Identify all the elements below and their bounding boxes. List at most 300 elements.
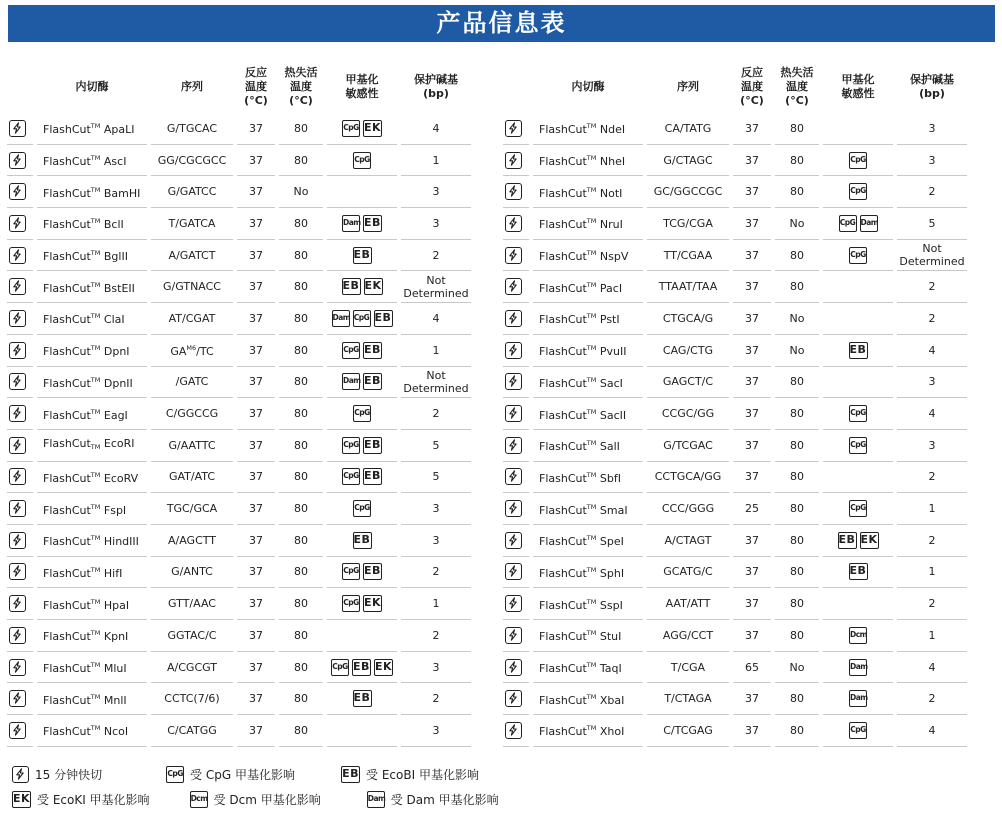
enzyme-sequence: A/CTAGT [647,525,729,557]
protection-bases: 2 [401,620,471,652]
table-row [7,430,471,462]
enzyme-sequence: TGC/GCA [151,493,233,525]
table-row [503,620,967,652]
methylation-sensitivity [823,430,893,462]
methylation-sensitivity [327,303,397,335]
lightning-bolt-icon [505,722,522,739]
protection-bases: 1 [401,335,471,367]
protection-bases: 3 [897,367,967,399]
enzyme-name: FlashCut™ NruI [533,208,643,240]
heat-inactivation-temp: 80 [775,525,819,557]
cpg-badge-icon: CpG [849,405,867,422]
enzyme-sequence: /GATC [151,367,233,399]
reaction-temp: 37 [237,176,275,208]
ek-badge-icon: EK [12,791,31,808]
protection-bases: Not Determined [401,271,471,303]
enzyme-sequence: GCATG/C [647,557,729,589]
enzyme-name: FlashCut™ BamHI [37,176,147,208]
enzyme-sequence: AGG/CCT [647,620,729,652]
lightning-bolt-icon [9,595,26,612]
enzyme-name: FlashCut™ SalI [533,430,643,462]
lightning-bolt-icon [9,120,26,137]
cpg-badge-icon: CpG [342,468,360,485]
eb-badge-icon: EB [849,563,868,580]
enzyme-table-left [3,61,475,747]
enzyme-name: FlashCut™ PvuII [533,335,643,367]
reaction-temp: 37 [237,620,275,652]
enzyme-sequence: C/TCGAG [647,715,729,747]
methylation-sensitivity [327,715,397,747]
protection-bases: 5 [401,430,471,462]
protection-bases: Not Determined [897,240,967,272]
methylation-sensitivity [327,588,397,620]
table-row [503,367,967,399]
table-row [7,462,471,494]
cpg-badge-icon: CpG [342,120,360,137]
enzyme-name: FlashCut™ SbfI [533,462,643,494]
cpg-badge-icon: CpG [342,595,360,612]
enzyme-name: FlashCut™ DpnII [37,367,147,399]
ek-badge-icon: EK [860,532,879,549]
lightning-bolt-icon [505,215,522,232]
enzyme-sequence: $GA^{M6}/TC$ [151,335,233,367]
protection-bases: Not Determined [401,367,471,399]
enzyme-name: FlashCut™ DpnI [37,335,147,367]
lightning-bolt-icon [9,310,26,327]
protection-bases: 1 [897,493,967,525]
methylation-sensitivity [823,462,893,494]
enzyme-name: FlashCut™ BstEII [37,271,147,303]
table-row [503,208,967,240]
enzyme-name: FlashCut™ SpeI [533,525,643,557]
reaction-temp: 37 [733,557,771,589]
protection-bases: 3 [401,525,471,557]
enzyme-sequence: GTT/AAC [151,588,233,620]
protection-bases: 4 [401,113,471,145]
reaction-temp: 37 [237,525,275,557]
lightning-bolt-icon [9,722,26,739]
heat-inactivation-temp: 80 [775,620,819,652]
reaction-temp: 37 [733,588,771,620]
cpg-badge-icon: CpG [342,342,360,359]
enzyme-name: FlashCut™ NspV [533,240,643,272]
heat-inactivation-temp: No [775,303,819,335]
lightning-bolt-icon [9,247,26,264]
ek-badge-icon: EK [374,659,393,676]
protection-bases: 4 [897,715,967,747]
enzyme-sequence: G/TGCAC [151,113,233,145]
heat-inactivation-temp: 80 [279,462,323,494]
dam-badge-icon: Dam [849,690,867,707]
lightning-bolt-icon [9,342,26,359]
enzyme-sequence: CCTGCA/GG [647,462,729,494]
legend-bolt-text: 15 分钟快切 [35,768,103,782]
table-row [503,715,967,747]
eb-badge-icon: EB [363,215,382,232]
methylation-sensitivity [823,398,893,430]
enzyme-name: FlashCut™ BglII [37,240,147,272]
dcm-badge-icon: Dcm [190,791,208,808]
heat-inactivation-temp: No [775,652,819,684]
dcm-badge-icon: Dcm [849,627,867,644]
header-methylation: 甲基化 敏感性 [841,73,875,100]
heat-inactivation-temp: 80 [775,557,819,589]
methylation-sensitivity [823,176,893,208]
enzyme-sequence: CAG/CTG [647,335,729,367]
methylation-sensitivity [823,113,893,145]
ek-badge-icon: EK [363,595,382,612]
enzyme-name: FlashCut™ StuI [533,620,643,652]
table-row [7,335,471,367]
header-sequence: 序列 [677,80,699,93]
methylation-sensitivity [327,620,397,652]
table-row [503,335,967,367]
enzyme-sequence: A/AGCTT [151,525,233,557]
lightning-bolt-icon [505,373,522,390]
heat-inactivation-temp: 80 [775,113,819,145]
table-row [7,525,471,557]
reaction-temp: 37 [237,335,275,367]
methylation-sensitivity [823,208,893,240]
legend-dam-text: 受 Dam 甲基化影响 [390,793,499,807]
heat-inactivation-temp: 80 [775,145,819,177]
reaction-temp: 37 [237,493,275,525]
reaction-temp: 37 [733,335,771,367]
heat-inactivation-temp: 80 [279,557,323,589]
enzyme-name: FlashCut™ NdeI [533,113,643,145]
methylation-sensitivity [327,462,397,494]
methylation-sensitivity [823,367,893,399]
table-row [503,303,967,335]
lightning-bolt-icon [9,215,26,232]
lightning-bolt-icon [505,500,522,517]
methylation-sensitivity [823,683,893,715]
lightning-bolt-icon [9,152,26,169]
table-row [503,683,967,715]
table-row [7,493,471,525]
protection-bases: 1 [401,588,471,620]
eb-badge-icon: EB [838,532,857,549]
header-heat-inactivation: 热失活 温度 (°C) [780,66,814,107]
lightning-bolt-icon [9,532,26,549]
lightning-bolt-icon [505,690,522,707]
cpg-badge-icon: CpG [353,405,371,422]
methylation-sensitivity [327,271,397,303]
lightning-bolt-icon [9,627,26,644]
eb-badge-icon: EB [374,310,393,327]
reaction-temp: 37 [733,113,771,145]
protection-bases: 2 [897,303,967,335]
methylation-sensitivity [823,493,893,525]
eb-badge-icon: EB [363,437,382,454]
eb-badge-icon: EB [353,247,372,264]
heat-inactivation-temp: No [775,208,819,240]
reaction-temp: 37 [237,683,275,715]
enzyme-name: FlashCut™ NotI [533,176,643,208]
methylation-sensitivity [327,113,397,145]
eb-badge-icon: EB [363,342,382,359]
heat-inactivation-temp: 80 [775,398,819,430]
enzyme-sequence: T/CGA [647,652,729,684]
protection-bases: 1 [897,557,967,589]
lightning-bolt-icon [505,468,522,485]
table-row [7,145,471,177]
methylation-sensitivity [823,715,893,747]
eb-badge-icon: EB [363,563,382,580]
reaction-temp: 37 [733,271,771,303]
enzyme-name: FlashCut™ ApaLI [37,113,147,145]
header-enzyme: 内切酶 [75,80,109,93]
methylation-sensitivity [327,367,397,399]
methylation-sensitivity [327,683,397,715]
enzyme-sequence: AAT/ATT [647,588,729,620]
enzyme-sequence: CCTC(7/6) [151,683,233,715]
heat-inactivation-temp: 80 [279,493,323,525]
enzyme-sequence: G/GTNACC [151,271,233,303]
table-row [503,113,967,145]
protection-bases: 1 [897,620,967,652]
lightning-bolt-icon [505,152,522,169]
reaction-temp: 37 [733,367,771,399]
reaction-temp: 37 [237,652,275,684]
table-row [7,240,471,272]
table-header [7,61,471,113]
table-row [7,113,471,145]
heat-inactivation-temp: 80 [279,335,323,367]
protection-bases: 3 [897,113,967,145]
enzyme-name: FlashCut™ PacI [533,271,643,303]
heat-inactivation-temp: 80 [279,303,323,335]
table-row [7,208,471,240]
enzyme-sequence: A/CGCGT [151,652,233,684]
table-row [503,398,967,430]
table-row [7,557,471,589]
protection-bases: 3 [401,493,471,525]
lightning-bolt-icon [9,373,26,390]
lightning-bolt-icon [505,278,522,295]
lightning-bolt-icon [9,500,26,517]
enzyme-sequence: TCG/CGA [647,208,729,240]
reaction-temp: 37 [237,430,275,462]
enzyme-sequence: GGTAC/C [151,620,233,652]
reaction-temp: 37 [237,208,275,240]
heat-inactivation-temp: 80 [279,113,323,145]
table-row [503,240,967,272]
enzyme-sequence: A/GATCT [151,240,233,272]
eb-badge-icon: EB [352,659,371,676]
enzyme-sequence: CCGC/GG [647,398,729,430]
table-row [503,271,967,303]
lightning-bolt-icon [9,183,26,200]
methylation-sensitivity [823,620,893,652]
table-row [503,145,967,177]
table-row [7,588,471,620]
enzyme-sequence: CCC/GGG [647,493,729,525]
cpg-badge-icon: CpG [849,247,867,264]
cpg-badge-icon: CpG [839,215,857,232]
dam-badge-icon: Dam [342,215,360,232]
reaction-temp: 37 [733,303,771,335]
heat-inactivation-temp: 80 [279,652,323,684]
enzyme-sequence: C/GGCCG [151,398,233,430]
legend-cpg-text: 受 CpG 甲基化影响 [190,768,296,782]
table-row [7,620,471,652]
table-row [7,652,471,684]
legend-eb-text: 受 EcoBI 甲基化影响 [366,768,479,782]
reaction-temp: 37 [733,620,771,652]
lightning-bolt-icon [505,342,522,359]
enzyme-name: FlashCut™ KpnI [37,620,147,652]
reaction-temp: 37 [733,462,771,494]
heat-inactivation-temp: 80 [279,430,323,462]
lightning-bolt-icon [505,405,522,422]
enzyme-name: FlashCut™ MnlI [37,683,147,715]
enzyme-name: FlashCut™ SacII [533,398,643,430]
heat-inactivation-temp: 80 [279,588,323,620]
heat-inactivation-temp: 80 [279,620,323,652]
table-row [503,557,967,589]
reaction-temp: 37 [733,240,771,272]
methylation-sensitivity [823,145,893,177]
eb-badge-icon: EB [342,278,361,295]
methylation-sensitivity [327,240,397,272]
lightning-bolt-icon [505,595,522,612]
reaction-temp: 37 [733,430,771,462]
cpg-badge-icon: CpG [849,183,867,200]
cpg-badge-icon: CpG [166,766,184,783]
ek-badge-icon: EK [363,120,382,137]
table-row [503,430,967,462]
heat-inactivation-temp: 80 [775,683,819,715]
lightning-bolt-icon [9,437,26,454]
cpg-badge-icon: CpG [849,437,867,454]
cpg-badge-icon: CpG [342,563,360,580]
enzyme-sequence: GG/CGCGCC [151,145,233,177]
protection-bases: 2 [401,240,471,272]
methylation-sensitivity [823,335,893,367]
heat-inactivation-temp: 80 [775,430,819,462]
heat-inactivation-temp: 80 [775,176,819,208]
reaction-temp: 37 [237,462,275,494]
enzyme-sequence: C/CATGG [151,715,233,747]
eb-badge-icon: EB [363,373,382,390]
protection-bases: 4 [897,335,967,367]
table-row [7,271,471,303]
reaction-temp: 37 [237,715,275,747]
eb-badge-icon: EB [363,468,382,485]
header-temp: 反应 温度 (°C) [244,66,268,107]
heat-inactivation-temp: 80 [279,715,323,747]
table-row [503,462,967,494]
enzyme-name: FlashCut™ ClaI [37,303,147,335]
enzyme-name: FlashCut™ AscI [37,145,147,177]
protection-bases: 3 [401,715,471,747]
enzyme-table-right [499,61,971,747]
reaction-temp: 37 [237,367,275,399]
enzyme-name: FlashCut™ HpaI [37,588,147,620]
enzyme-sequence: G/TCGAC [647,430,729,462]
lightning-bolt-icon [12,766,29,783]
heat-inactivation-temp: 80 [279,367,323,399]
methylation-sensitivity [823,557,893,589]
methylation-sensitivity [327,398,397,430]
methylation-sensitivity [327,493,397,525]
dam-badge-icon: Dam [849,659,867,676]
cpg-badge-icon: CpG [849,500,867,517]
heat-inactivation-temp: 80 [279,208,323,240]
table-row [503,493,967,525]
reaction-temp: 37 [733,145,771,177]
reaction-temp: 37 [237,303,275,335]
protection-bases: 2 [401,398,471,430]
table-row [7,176,471,208]
reaction-temp: 37 [237,113,275,145]
enzyme-sequence: GAT/ATC [151,462,233,494]
lightning-bolt-icon [9,405,26,422]
ek-badge-icon: EK [364,278,383,295]
heat-inactivation-temp: No [775,335,819,367]
reaction-temp: 37 [733,715,771,747]
cpg-badge-icon: CpG [342,437,360,454]
enzyme-sequence: G/GATCC [151,176,233,208]
eb-badge-icon: EB [849,342,868,359]
methylation-sensitivity [327,430,397,462]
enzyme-name: FlashCut™ SphI [533,557,643,589]
header-temp: 反应 温度 (°C) [740,66,764,107]
protection-bases: 3 [401,208,471,240]
table-row [7,303,471,335]
heat-inactivation-temp: 80 [279,525,323,557]
cpg-badge-icon: CpG [849,722,867,739]
lightning-bolt-icon [9,563,26,580]
dam-badge-icon: Dam [342,373,360,390]
heat-inactivation-temp: 80 [775,588,819,620]
enzyme-name: FlashCut™ MluI [37,652,147,684]
cpg-badge-icon: CpG [353,152,371,169]
heat-inactivation-temp: 80 [775,271,819,303]
header-heat-inactivation: 热失活 温度 (°C) [284,66,318,107]
enzyme-name: FlashCut™ SmaI [533,493,643,525]
enzyme-sequence: G/ANTC [151,557,233,589]
table-row [7,683,471,715]
enzyme-sequence: T/CTAGA [647,683,729,715]
eb-badge-icon: EB [341,766,360,783]
table-header [503,61,967,113]
cpg-badge-icon: CpG [849,152,867,169]
heat-inactivation-temp: 80 [279,683,323,715]
lightning-bolt-icon [9,278,26,295]
enzyme-sequence: G/CTAGC [647,145,729,177]
legend-row-2 [12,791,499,808]
enzyme-sequence: CTGCA/G [647,303,729,335]
cpg-badge-icon: CpG [353,310,371,327]
protection-bases: 2 [401,557,471,589]
dam-badge-icon: Dam [860,215,878,232]
header-sequence: 序列 [181,80,203,93]
enzyme-name: FlashCut™ PstI [533,303,643,335]
lightning-bolt-icon [505,310,522,327]
table-row [503,176,967,208]
protection-bases: 4 [897,652,967,684]
reaction-temp: 25 [733,493,771,525]
enzyme-name: FlashCut™ SspI [533,588,643,620]
enzyme-name: FlashCut™ EcoRV [37,462,147,494]
methylation-sensitivity [823,652,893,684]
enzyme-name: FlashCut™ HindIII [37,525,147,557]
reaction-temp: 37 [237,145,275,177]
protection-bases: 4 [897,398,967,430]
heat-inactivation-temp: 80 [279,398,323,430]
